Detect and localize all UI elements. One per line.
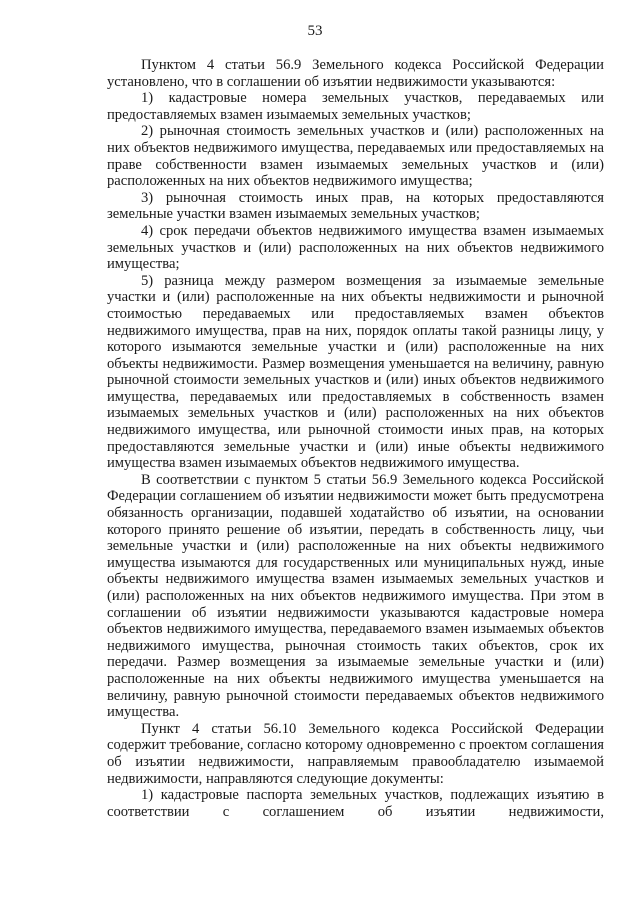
paragraph: Пунктом 4 статьи 56.9 Земельного кодекса Российской Федерации установлено, что в соглашении об изъятии недвижимости указываются: — [107, 57, 604, 90]
paragraph: В соответствии с пунктом 5 статьи 56.9 Земельного кодекса Российской Федерации соглашением об изъятии недвижимости может быть предусмотрена обязанность организации, подавшей ходатайство об изъятии, на основании которого принято решение об изъятии, передать в собственность лицу, чьи земельные участки и (или) расположенные на них объекты недвижимого имущества изымаются для государственных или муниципальных нужд, иные объекты недвижимого имущества взамен изымаемых земельных участков и (или) расположенных на них объектов недвижимого имущества. При этом в соглашении об изъятии недвижимости указываются кадастровые номера объектов недвижимого имущества, передаваемого взамен изымаемых объектов недвижимого имущества, рыночная стоимость таких объектов, срок их передачи. Размер возмещения за изымаемые земельные участки и (или) расположенные на них объекты недвижимого имущества уменьшается на величину, равную рыночной стоимости передаваемых объектов недвижимого имущества. — [107, 471, 604, 721]
document-body — [107, 57, 604, 820]
list-item: 4) срок передачи объектов недвижимого имущества взамен изымаемых земельных участков и (или) расположенных на них объектов недвижимого имущества; — [107, 222, 604, 273]
list-item: 1) кадастровые паспорта земельных участков, подлежащих изъятию в соответствии с соглашением об изъятии недвижимости, — [107, 787, 604, 820]
list-item: 1) кадастровые номера земельных участков, передаваемых или предоставляемых взамен изымаемых земельных участков; — [107, 90, 604, 123]
paragraph: Пункт 4 статьи 56.10 Земельного кодекса Российской Федерации содержит требование, согласно которому одновременно с проектом соглашения об изъятии недвижимости, направляемым правообладателю изымаемой недвижимости, направляются следующие документы: — [107, 720, 604, 787]
list-item: 5) разница между размером возмещения за изымаемые земельные участки и (или) расположенные на них объекты недвижимости и рыночной стоимостью передаваемых или предоставляемых взамен объектов недвижимого имущества, прав на них, порядок оплаты такой разницы лицу, у которого изымаются земельные участки и (или) расположенные на них объекты недвижимости. Размер возмещения уменьшается на величину, равную рыночной стоимости земельных участков и (или) иных объектов недвижимого имущества, передаваемых или предоставляемых в собственность взамен изымаемых земельных участков и (или) расположенных на них объектов недвижимого имущества, или рыночной стоимости иных прав, на которых предоставляются земельные участки и (или) иные объекты недвижимого имущества взамен изымаемых объектов недвижимого имущества. — [107, 272, 604, 472]
page-number: 53 — [307, 23, 323, 39]
list-item: 2) рыночная стоимость земельных участков и (или) расположенных на них объектов недвижимого имущества, передаваемых или предоставляемых на праве собственности взамен изымаемых земельных участков и (или) расположенных на них объектов недвижимого имущества; — [107, 123, 604, 190]
list-item: 3) рыночная стоимость иных прав, на которых предоставляются земельные участки взамен изымаемых земельных участков; — [107, 189, 604, 223]
